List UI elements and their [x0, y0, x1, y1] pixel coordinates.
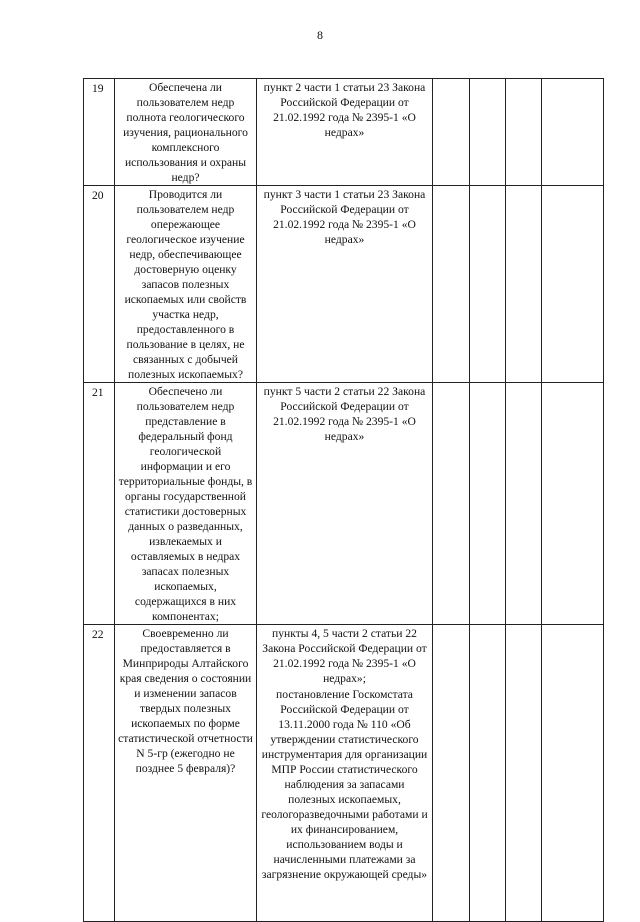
row-number-cell	[84, 383, 115, 625]
row-number-cell	[84, 186, 115, 383]
reference-cell	[257, 186, 433, 383]
empty-cell	[542, 79, 604, 186]
reference-extra-text: постановление Госкомстата Российской Федерации от 13.11.2000 года № 110 «Об утверждении статистического инструментария для организации МПР России статистического наблюдения за запасами полезных ископаемых, геологоразведочными работами и их финансированием, использованием воды и начисленными платежами за загрязнение окружающей среды»	[261, 688, 428, 881]
empty-cell	[470, 625, 506, 922]
empty-cell	[470, 79, 506, 186]
table-row	[84, 186, 604, 383]
question-cell	[115, 625, 257, 922]
row-number: 20	[92, 189, 104, 202]
empty-cell	[506, 625, 542, 922]
question-text: Своевременно ли предоставляется в Минприроды Алтайского края сведения о состоянии и изменении запасов твердых полезных ископаемых по форме статистической отчетности N 5-гр (ежегодно не позднее 5 февраля)?	[118, 627, 253, 775]
reference-text: пункт 3 части 1 статьи 23 Закона Российской Федерации от 21.02.1992 года № 2395-1 «О недрах»	[263, 188, 426, 246]
row-number-cell	[84, 625, 115, 922]
empty-cell	[506, 79, 542, 186]
empty-cell	[470, 186, 506, 383]
question-cell	[115, 186, 257, 383]
reference-cell	[257, 79, 433, 186]
empty-cell	[433, 79, 470, 186]
empty-cell	[470, 383, 506, 625]
reference-text: пункты 4, 5 части 2 статьи 22 Закона Российской Федерации от 21.02.1992 года № 2395-1 «О недрах»;	[262, 627, 427, 685]
reference-cell	[257, 383, 433, 625]
reference-text: пункт 2 части 1 статьи 23 Закона Российской Федерации от 21.02.1992 года № 2395-1 «О недрах»	[263, 81, 426, 139]
question-cell	[115, 383, 257, 625]
empty-cell	[433, 186, 470, 383]
reference-text: пункт 5 части 2 статьи 22 Закона Российской Федерации от 21.02.1992 года № 2395-1 «О недрах»	[263, 385, 426, 443]
table-row	[84, 79, 604, 186]
row-number-cell	[84, 79, 115, 186]
page-number: 8	[317, 28, 323, 42]
empty-cell	[542, 625, 604, 922]
empty-cell	[542, 186, 604, 383]
question-text: Обеспечена ли пользователем недр полнота геологического изучения, рационального комплексного использования и охраны недр?	[123, 81, 248, 184]
table-row	[84, 625, 604, 922]
empty-cell	[506, 186, 542, 383]
question-text: Обеспечено ли пользователем недр представление в федеральный фонд геологической информации и его территориальные фонды, в органы государственной статистики достоверных данных о разведанных, извлекаемых и оставляемых в недрах запасах полезных ископаемых, содержащихся в них компонентах;	[118, 385, 253, 623]
table-row	[84, 383, 604, 625]
reference-cell	[257, 625, 433, 922]
empty-cell	[433, 625, 470, 922]
empty-cell	[433, 383, 470, 625]
checklist-table	[83, 78, 604, 922]
empty-cell	[506, 383, 542, 625]
row-number: 21	[92, 386, 104, 399]
row-number: 19	[92, 82, 104, 95]
empty-cell	[542, 383, 604, 625]
question-cell	[115, 79, 257, 186]
question-text: Проводится ли пользователем недр опережающее геологическое изучение недр, обеспечивающее достоверную оценку запасов полезных ископаемых или свойств участка недр, предоставленного в пользование в целях, не связанных с добычей полезных ископаемых?	[124, 188, 247, 381]
row-number: 22	[92, 628, 104, 641]
